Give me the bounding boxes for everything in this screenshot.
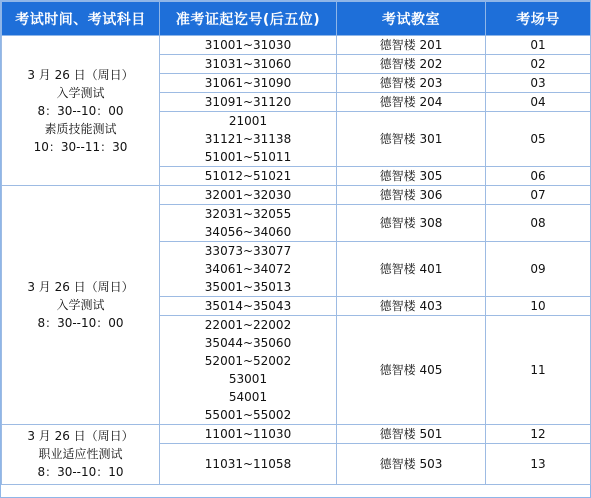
ticket-range-line: 11031~11058	[204, 456, 292, 471]
exam-schedule-table	[1, 1, 591, 485]
ticket-range-line: 51001~51011	[204, 150, 292, 164]
header-time-subject: 考试时间、考试科目	[2, 2, 160, 36]
classroom-cell: 德智楼 305	[337, 167, 486, 186]
room-number-cell: 04	[486, 93, 591, 112]
session-cell	[2, 425, 160, 485]
classroom-cell: 德智楼 401	[337, 242, 486, 297]
ticket-range-line: 35044~35060	[204, 336, 292, 350]
header-row	[2, 2, 591, 36]
classroom-cell: 德智楼 202	[337, 55, 486, 74]
session-cell	[2, 186, 160, 425]
ticket-range-line: 34061~34072	[204, 262, 292, 276]
ticket-range-cell	[160, 242, 337, 297]
classroom-cell: 德智楼 301	[337, 112, 486, 167]
room-number-cell: 08	[486, 205, 591, 242]
ticket-range-line: 51012~51021	[204, 169, 292, 183]
ticket-range-line: 31121~31138	[204, 132, 292, 146]
ticket-range-line: 31061~31090	[204, 76, 292, 90]
ticket-range-line: 55001~55002	[204, 408, 292, 422]
session-time: 8：30--10：00	[37, 103, 124, 118]
session-subject: 入学测试	[56, 85, 105, 100]
header-ticket-range: 准考证起讫号(后五位)	[160, 2, 337, 36]
ticket-range-line: 35001~35013	[204, 280, 292, 294]
classroom-cell: 德智楼 308	[337, 205, 486, 242]
room-number-cell: 10	[486, 297, 591, 316]
ticket-range-line: 22001~22002	[204, 318, 292, 332]
classroom-cell: 德智楼 503	[337, 444, 486, 485]
session-date: 3 月 26 日（周日）	[27, 67, 134, 82]
classroom-cell: 德智楼 201	[337, 36, 486, 55]
table-row	[2, 186, 591, 205]
ticket-range-line: 32001~32030	[204, 188, 292, 202]
room-number-cell: 13	[486, 444, 591, 485]
session-cell	[2, 36, 160, 186]
ticket-range-line: 31001~31030	[204, 38, 292, 52]
session-time: 10：30--11：30	[33, 139, 128, 154]
session-date: 3 月 26 日（周日）	[27, 429, 134, 444]
session-subject: 入学测试	[56, 298, 105, 312]
ticket-range-line: 33073~33077	[204, 244, 292, 258]
ticket-range-cell	[160, 297, 337, 316]
session-time: 8：30--10：00	[37, 316, 124, 330]
room-number-cell: 03	[486, 74, 591, 93]
ticket-range-cell	[160, 444, 337, 485]
ticket-range-cell	[160, 93, 337, 112]
ticket-range-cell	[160, 36, 337, 55]
ticket-range-line: 54001	[228, 390, 268, 404]
session-subject: 素质技能测试	[44, 121, 117, 136]
classroom-cell: 德智楼 405	[337, 316, 486, 425]
classroom-cell: 德智楼 306	[337, 186, 486, 205]
header-room-number: 考场号	[486, 2, 591, 36]
room-number-cell: 01	[486, 36, 591, 55]
table-row	[2, 425, 591, 444]
session-date: 3 月 26 日（周日）	[27, 280, 134, 294]
room-number-cell: 05	[486, 112, 591, 167]
table-row	[2, 36, 591, 55]
ticket-range-cell	[160, 167, 337, 186]
ticket-range-line: 32031~32055	[204, 207, 292, 221]
session-subject: 职业适应性测试	[38, 447, 123, 462]
ticket-range-line: 31091~31120	[204, 95, 292, 109]
session-time: 8：30--10：10	[37, 465, 124, 480]
ticket-range-cell	[160, 74, 337, 93]
ticket-range-cell	[160, 55, 337, 74]
ticket-range-cell	[160, 112, 337, 167]
ticket-range-line: 21001	[228, 114, 268, 128]
room-number-cell: 09	[486, 242, 591, 297]
ticket-range-cell	[160, 186, 337, 205]
ticket-range-line: 34056~34060	[204, 225, 292, 239]
ticket-range-line: 11001~11030	[204, 427, 292, 441]
header-classroom: 考试教室	[337, 2, 486, 36]
room-number-cell: 02	[486, 55, 591, 74]
classroom-cell: 德智楼 403	[337, 297, 486, 316]
ticket-range-line: 52001~52002	[204, 354, 292, 368]
room-number-cell: 11	[486, 316, 591, 425]
classroom-cell: 德智楼 203	[337, 74, 486, 93]
ticket-range-cell	[160, 425, 337, 444]
ticket-range-cell	[160, 205, 337, 242]
room-number-cell: 06	[486, 167, 591, 186]
ticket-range-line: 31031~31060	[204, 57, 292, 71]
classroom-cell: 德智楼 501	[337, 425, 486, 444]
ticket-range-line: 53001	[228, 372, 268, 386]
room-number-cell: 07	[486, 186, 591, 205]
room-number-cell: 12	[486, 425, 591, 444]
classroom-cell: 德智楼 204	[337, 93, 486, 112]
ticket-range-cell	[160, 316, 337, 425]
ticket-range-line: 35014~35043	[204, 299, 292, 313]
